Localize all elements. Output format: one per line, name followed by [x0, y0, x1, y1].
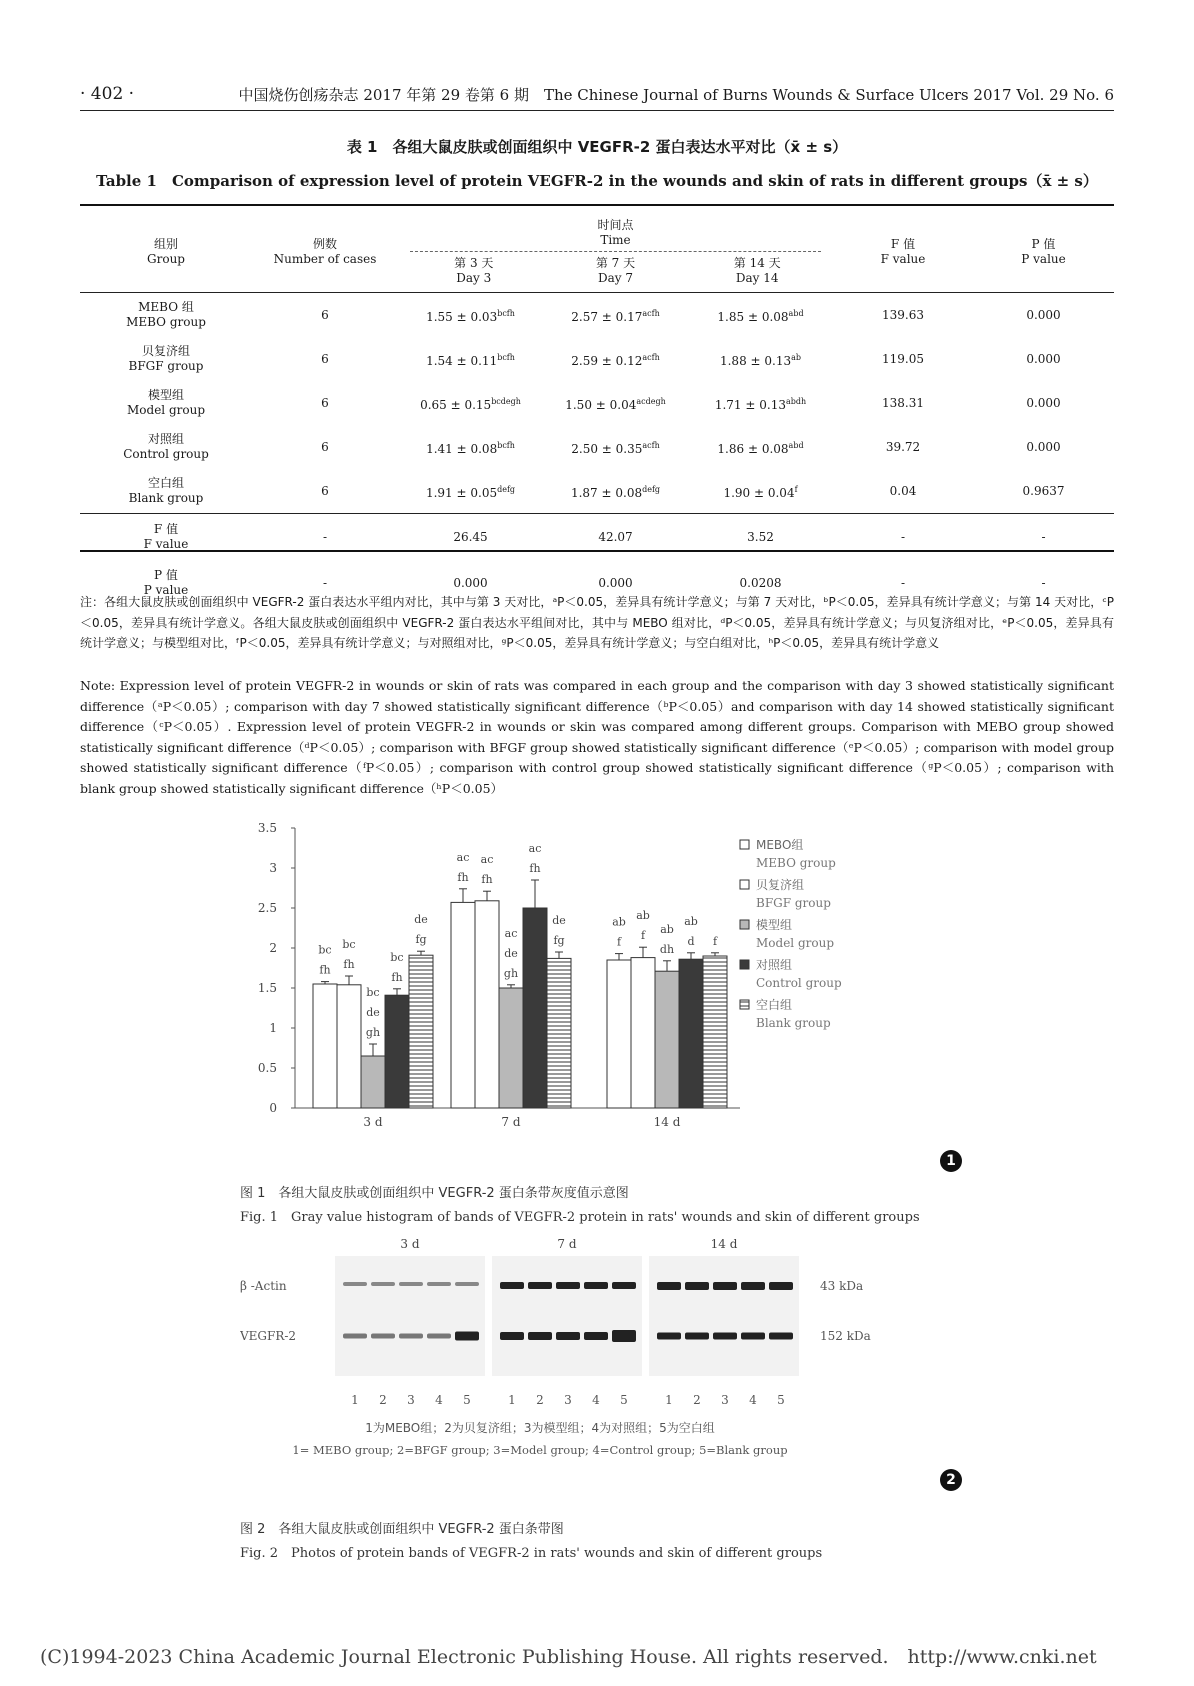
journal-title: 中国烧伤创疡杂志 2017 年第 29 卷第 6 期 The Chinese Journal of Burns Wounds & Surface Ulcers 2017 Vol. 29 No. 6 — [238, 86, 1114, 104]
significance-label: gh — [503, 966, 519, 980]
th-time-zh: 时间点 — [597, 218, 634, 232]
y-tick-label: 1.5 — [257, 981, 277, 995]
cell-d7 — [543, 293, 688, 338]
stat-name-en: F value — [143, 537, 189, 551]
blot-panel — [649, 1256, 799, 1376]
band-actin — [713, 1282, 737, 1290]
cell-f: 39.72 — [885, 439, 921, 454]
lane-number: 5 — [777, 1393, 785, 1407]
legend-label-en: Blank group — [756, 1016, 831, 1030]
cell-group — [80, 469, 252, 514]
cell-n: 6 — [321, 439, 329, 454]
lane-legend-zh: 1为MEBO组；2为贝复济组；3为模型组；4为对照组；5为空白组 — [365, 1421, 715, 1435]
th-n-zh: 例数 — [312, 237, 337, 251]
group-name-en: BFGF group — [128, 359, 204, 373]
band-vegfr2 — [741, 1333, 765, 1340]
fig2-caption-zh: 图 2 各组大鼠皮肤或创面组织中 VEGFR-2 蛋白条带图 — [240, 1522, 564, 1537]
significance-label: de — [366, 1006, 380, 1019]
legend-label-zh: MEBO组 — [756, 838, 804, 852]
legend-label-en: BFGF group — [756, 896, 831, 910]
bar — [607, 960, 631, 1108]
band-actin — [343, 1282, 367, 1286]
table-row — [80, 469, 1114, 514]
cell-p: 0.000 — [1026, 439, 1061, 454]
cell-p: 0.000 — [973, 293, 1114, 338]
value-d14: 1.85 ± 0.08 — [717, 309, 789, 324]
band-actin — [769, 1282, 793, 1290]
value-d14: 1.86 ± 0.08 — [717, 441, 789, 456]
bar — [547, 958, 571, 1108]
sig-d14: ab — [791, 352, 801, 362]
sig-d7: acfh — [642, 352, 660, 362]
sig-d3: bcfh — [497, 440, 515, 450]
table-row — [80, 293, 1114, 338]
cell-f: 138.31 — [882, 395, 924, 410]
th-d3-zh: 第 3 天 — [454, 256, 494, 270]
group-name-en: Model group — [127, 403, 205, 417]
fig1-caption-en: Fig. 1 Gray value histogram of bands of VEGFR-2 protein in rats' wounds and skin of different groups — [240, 1210, 920, 1225]
cell-n: 6 — [321, 483, 329, 498]
stat-name-en: P value — [143, 583, 189, 597]
blot-kda-label: 152 kDa — [820, 1329, 871, 1343]
cell-d3 — [398, 469, 543, 514]
th-group-zh: 组别 — [153, 237, 178, 251]
lane-number: 4 — [592, 1393, 600, 1407]
figure1-bar-chart — [240, 820, 940, 1170]
bar — [679, 959, 703, 1108]
band-actin — [455, 1282, 479, 1286]
significance-label: ac — [456, 850, 470, 864]
cell-d14 — [688, 381, 833, 425]
sig-d3: defg — [497, 484, 516, 494]
y-tick-label: 2.5 — [257, 901, 277, 915]
f-value-row — [80, 514, 1114, 561]
cell-d14 — [688, 337, 833, 381]
value-d3: 1.54 ± 0.11 — [426, 353, 498, 368]
legend-label-zh: 对照组 — [756, 958, 793, 972]
legend-swatch — [740, 1000, 749, 1009]
significance-label: fh — [481, 873, 493, 887]
figure2-badge: 2 — [940, 1469, 962, 1491]
value-d7: 1.50 ± 0.04 — [565, 397, 637, 412]
cell-f: 119.05 — [882, 351, 924, 366]
band-vegfr2 — [713, 1333, 737, 1340]
stat-name-zh: F 值 — [153, 522, 179, 536]
y-tick-label: 1 — [269, 1021, 277, 1035]
sig-d7: acdegh — [636, 396, 666, 406]
figure1-badge: 1 — [940, 1150, 962, 1172]
blot-row-label: β -Actin — [240, 1279, 287, 1293]
timepoint-label: 7 d — [557, 1237, 577, 1251]
th-d14-zh: 第 14 天 — [733, 256, 781, 270]
blot-kda-label: 43 kDa — [820, 1279, 864, 1293]
bar — [655, 971, 679, 1108]
sig-d3: bcdegh — [491, 396, 521, 406]
page-number: · 402 · — [80, 84, 135, 104]
legend-swatch — [740, 880, 749, 889]
band-vegfr2 — [371, 1334, 395, 1339]
bar — [703, 956, 727, 1108]
cell-group — [80, 337, 252, 381]
bar — [523, 908, 547, 1108]
stat-name-zh: P 值 — [154, 568, 178, 582]
significance-label: fh — [343, 958, 355, 971]
group-name-zh: 空白组 — [147, 476, 184, 490]
significance-label: bc — [390, 950, 404, 964]
cell-group — [80, 293, 252, 338]
band-actin — [741, 1282, 765, 1290]
bar — [631, 958, 655, 1108]
th-p-zh: P 值 — [1031, 237, 1056, 251]
significance-label: gh — [365, 1026, 381, 1039]
th-d14-en: Day 14 — [735, 271, 779, 285]
lane-number: 1 — [508, 1393, 516, 1407]
cell-d3 — [398, 293, 543, 338]
lane-number: 3 — [721, 1393, 729, 1407]
group-name-zh: 对照组 — [147, 432, 184, 446]
lane-number: 5 — [620, 1393, 628, 1407]
band-vegfr2 — [455, 1332, 479, 1341]
fig2-caption-en: Fig. 2 Photos of protein bands of VEGFR-2 in rats' wounds and skin of different groups — [240, 1546, 823, 1561]
cell-p: 0.000 — [1026, 395, 1061, 410]
time-span-rule — [410, 251, 821, 252]
figure2-western-blot — [240, 1234, 940, 1464]
legend-label-en: Model group — [756, 936, 834, 950]
significance-label: dh — [659, 942, 675, 956]
cell-d14: 3.52 — [688, 514, 833, 561]
significance-label: ac — [528, 842, 542, 855]
bar — [385, 995, 409, 1108]
band-vegfr2 — [528, 1332, 552, 1340]
bar — [361, 1056, 385, 1108]
sig-d7: defg — [642, 484, 661, 494]
band-vegfr2 — [584, 1332, 608, 1340]
significance-label: de — [552, 914, 566, 927]
value-d3: 1.91 ± 0.05 — [425, 485, 498, 500]
cell-d7 — [543, 381, 688, 425]
cell-f: - — [900, 575, 906, 590]
value-d7: 2.50 ± 0.35 — [571, 441, 643, 456]
cell-d3 — [398, 337, 543, 381]
value-d3: 1.41 ± 0.08 — [426, 441, 498, 456]
cell-d14 — [688, 293, 833, 338]
table-row — [80, 425, 1114, 469]
legend-label-en: MEBO group — [756, 856, 836, 870]
lane-number: 3 — [564, 1393, 572, 1407]
bar — [475, 901, 499, 1108]
cell-group — [80, 425, 252, 469]
sig-d14: abd — [788, 308, 804, 318]
significance-label: f — [640, 929, 646, 943]
sig-d3: bcfh — [497, 352, 515, 362]
band-vegfr2 — [427, 1334, 451, 1339]
timepoint-label: 3 d — [400, 1237, 420, 1251]
y-tick-label: 3.5 — [257, 821, 277, 835]
cell-d14 — [688, 425, 833, 469]
group-name-zh: MEBO 组 — [138, 300, 194, 314]
bar — [313, 984, 337, 1108]
band-vegfr2 — [612, 1330, 636, 1342]
x-tick-label: 3 d — [363, 1115, 383, 1129]
band-vegfr2 — [556, 1332, 580, 1340]
cell-f: - — [833, 514, 973, 561]
lane-number: 4 — [435, 1393, 443, 1407]
lane-number: 2 — [536, 1393, 544, 1407]
significance-label: ac — [504, 926, 518, 940]
cell-f: 0.04 — [889, 483, 917, 498]
significance-label: d — [687, 934, 695, 948]
legend-label-zh: 模型组 — [756, 918, 793, 932]
band-vegfr2 — [769, 1333, 793, 1340]
legend-swatch — [740, 920, 749, 929]
cell-n: - — [252, 514, 398, 561]
y-tick-label: 0.5 — [257, 1061, 277, 1075]
band-actin — [556, 1282, 580, 1289]
th-d3-en: Day 3 — [456, 271, 492, 285]
th-d7-en: Day 7 — [597, 271, 633, 285]
significance-label: f — [616, 935, 622, 949]
lane-legend-en: 1= MEBO group; 2=BFGF group; 3=Model group; 4=Control group; 5=Blank group — [292, 1443, 788, 1457]
sig-d14: f — [794, 484, 798, 494]
bar — [499, 988, 523, 1108]
significance-label: ab — [684, 914, 698, 928]
x-tick-label: 14 d — [653, 1115, 681, 1129]
legend-label-zh: 贝复济组 — [756, 878, 805, 892]
band-vegfr2 — [399, 1334, 423, 1339]
significance-label: bc — [342, 938, 356, 951]
bar — [451, 902, 475, 1108]
significance-label: ac — [480, 853, 494, 867]
bar — [409, 955, 433, 1108]
band-actin — [371, 1282, 395, 1286]
table1-title-zh: 表 1 各组大鼠皮肤或创面组织中 VEGFR-2 蛋白表达水平对比（x̄ ± s） — [346, 138, 848, 156]
cell-n: 6 — [321, 395, 329, 410]
lane-number: 1 — [351, 1393, 359, 1407]
group-name-en: Blank group — [128, 491, 204, 505]
significance-label: ab — [660, 922, 674, 936]
running-header — [80, 84, 1114, 108]
y-tick-label: 0 — [269, 1101, 277, 1115]
legend-swatch — [740, 840, 749, 849]
band-actin — [657, 1282, 681, 1290]
band-actin — [612, 1282, 636, 1289]
cell-d3: 0.000 — [453, 575, 488, 590]
legend-label-en: Control group — [756, 976, 842, 990]
cell-f: 139.63 — [833, 293, 973, 338]
lane-number: 5 — [463, 1393, 471, 1407]
th-p-en: P value — [1021, 252, 1066, 266]
table-note-zh: 注：各组大鼠皮肤或创面组织中 VEGFR-2 蛋白表达水平组内对比，其中与第 3 天对比，ᵃP＜0.05，差异具有统计学意义；与第 7 天对比，ᵇP＜0.05，差异具有统计学意义；与第 14 天对比，ᶜP＜0.05，差异具有统计学意义。各组大鼠皮肤或创面组织中 VEGFR-2 蛋白表达水平组间对比，其中与 MEBO 组对比，ᵈP＜0.05，差异具有统计学意义；与贝复济组对比，ᵉP＜0.05，差异具有统计学意义；与模型组对比，ᶠP＜0.05，差异具有统计学意义；与对照组对比，ᵍP＜0.05，差异具有统计学意义；与空白组对比，ʰP＜0.05，差异具有统计学意义 — [80, 595, 1114, 650]
cell-p: 0.000 — [1026, 351, 1061, 366]
lane-number: 2 — [379, 1393, 387, 1407]
cell-n: - — [322, 575, 328, 590]
lane-number: 3 — [407, 1393, 415, 1407]
th-f-zh: F 值 — [890, 237, 916, 251]
band-actin — [584, 1282, 608, 1289]
band-actin — [399, 1282, 423, 1286]
significance-label: fh — [457, 870, 469, 884]
cell-stat — [80, 514, 252, 561]
band-actin — [528, 1282, 552, 1289]
band-vegfr2 — [343, 1334, 367, 1339]
significance-label: ab — [636, 909, 650, 923]
x-tick-label: 7 d — [501, 1115, 521, 1129]
sig-d14: abd — [788, 440, 804, 450]
significance-label: fh — [391, 970, 403, 984]
group-name-en: Control group — [123, 447, 209, 461]
cell-d7: 0.000 — [598, 575, 633, 590]
significance-label: f — [712, 934, 718, 948]
table-header-row — [80, 212, 1114, 293]
band-vegfr2 — [685, 1333, 709, 1340]
legend-label-zh: 空白组 — [756, 998, 793, 1012]
blot-row-label: VEGFR-2 — [240, 1329, 297, 1343]
band-actin — [500, 1282, 524, 1289]
th-f-en: F value — [880, 252, 926, 266]
significance-label: de — [414, 913, 428, 927]
cell-d7: 42.07 — [543, 514, 688, 561]
group-name-zh: 模型组 — [147, 388, 184, 402]
significance-label: de — [504, 946, 518, 960]
cell-d7 — [543, 425, 688, 469]
cell-d7 — [543, 469, 688, 514]
table-note-en: Note: Expression level of protein VEGFR-2 in wounds or skin of rats was compared in each group and the comparison with day 3 showed statistically significant difference（ᵃP＜0.05）; comparison with day 7 showed statistically significant difference（ᵇP＜0.05）and comparison with day 14 showed statistically significant difference（ᶜP＜0.05）. Expression level of protein VEGFR-2 in wounds or skin was compared among different groups. Comparison with MEBO group showed statistically significant difference（ᵈP＜0.05）; comparison with BFGF group showed statistically significant difference（ᵉP＜0.05）; comparison with model group showed statistically significant difference（ᶠP＜0.05）; comparison with control group showed statistically significant difference（ᵍP＜0.05）; comparison with blank group showed statistically significant difference（ʰP＜0.05） — [80, 678, 1114, 796]
value-d14: 1.88 ± 0.13 — [719, 353, 792, 368]
significance-label: fh — [529, 862, 541, 875]
sig-d14: abdh — [785, 396, 807, 406]
cell-p: 0.9637 — [1022, 483, 1065, 498]
lane-number: 4 — [749, 1393, 757, 1407]
blot-panel — [335, 1256, 485, 1376]
value-d7: 1.87 ± 0.08 — [570, 485, 643, 500]
group-name-en: MEBO group — [126, 315, 206, 329]
cell-p: - — [973, 514, 1114, 561]
sig-d7: acfh — [642, 308, 660, 318]
cell-d7 — [543, 337, 688, 381]
table1 — [80, 212, 1114, 606]
y-tick-label: 3 — [269, 861, 277, 875]
copyright-footer: (C)1994-2023 China Academic Journal Electronic Publishing House. All rights reserved. http://www.cnki.net — [40, 1646, 1097, 1668]
band-vegfr2 — [657, 1333, 681, 1340]
value-d7: 2.57 ± 0.17 — [571, 309, 643, 324]
th-n-en: Number of cases — [273, 252, 377, 266]
sig-d7: acfh — [642, 440, 660, 450]
group-name-zh: 贝复济组 — [141, 344, 190, 358]
timepoint-label: 14 d — [710, 1237, 738, 1251]
cell-p: - — [1041, 575, 1046, 590]
value-d14: 1.90 ± 0.04 — [723, 485, 795, 500]
legend-swatch — [740, 960, 749, 969]
table-bottom-rule — [80, 550, 1114, 552]
cell-n: 6 — [321, 351, 329, 366]
table1-title-en: Table 1 Comparison of expression level of protein VEGFR-2 in the wounds and skin of rats in different groups（x̄ ± s） — [96, 172, 1098, 190]
band-actin — [427, 1282, 451, 1286]
band-vegfr2 — [500, 1332, 524, 1340]
th-group-en: Group — [147, 252, 185, 266]
lane-number: 1 — [665, 1393, 673, 1407]
significance-label: bc — [366, 986, 380, 999]
value-d14: 1.71 ± 0.13 — [714, 397, 786, 412]
bar — [337, 985, 361, 1108]
significance-label: ab — [612, 915, 626, 929]
cell-group — [80, 381, 252, 425]
lane-number: 2 — [693, 1393, 701, 1407]
cell-n: 6 — [252, 293, 398, 338]
cell-d3: 26.45 — [398, 514, 543, 561]
value-d3: 0.65 ± 0.15 — [420, 397, 492, 412]
significance-label: fg — [553, 934, 565, 947]
header-rule — [80, 110, 1114, 111]
cell-d3 — [398, 425, 543, 469]
significance-label: bc — [318, 943, 332, 957]
table-row — [80, 337, 1114, 381]
cell-d14 — [688, 469, 833, 514]
band-actin — [685, 1282, 709, 1290]
fig1-caption-zh: 图 1 各组大鼠皮肤或创面组织中 VEGFR-2 蛋白条带灰度值示意图 — [240, 1186, 629, 1201]
th-d7-zh: 第 7 天 — [595, 256, 636, 270]
table-row — [80, 381, 1114, 425]
significance-label: fg — [415, 933, 427, 947]
significance-label: fh — [319, 963, 331, 977]
cell-d14: 0.0208 — [739, 575, 782, 590]
value-d3: 1.55 ± 0.03 — [426, 309, 498, 324]
th-time-en: Time — [600, 233, 631, 247]
table-top-rule — [80, 204, 1114, 206]
cell-d3 — [398, 381, 543, 425]
y-tick-label: 2 — [269, 941, 277, 955]
blot-panel — [492, 1256, 642, 1376]
sig-d3: bcfh — [497, 308, 515, 318]
value-d7: 2.59 ± 0.12 — [571, 353, 643, 368]
